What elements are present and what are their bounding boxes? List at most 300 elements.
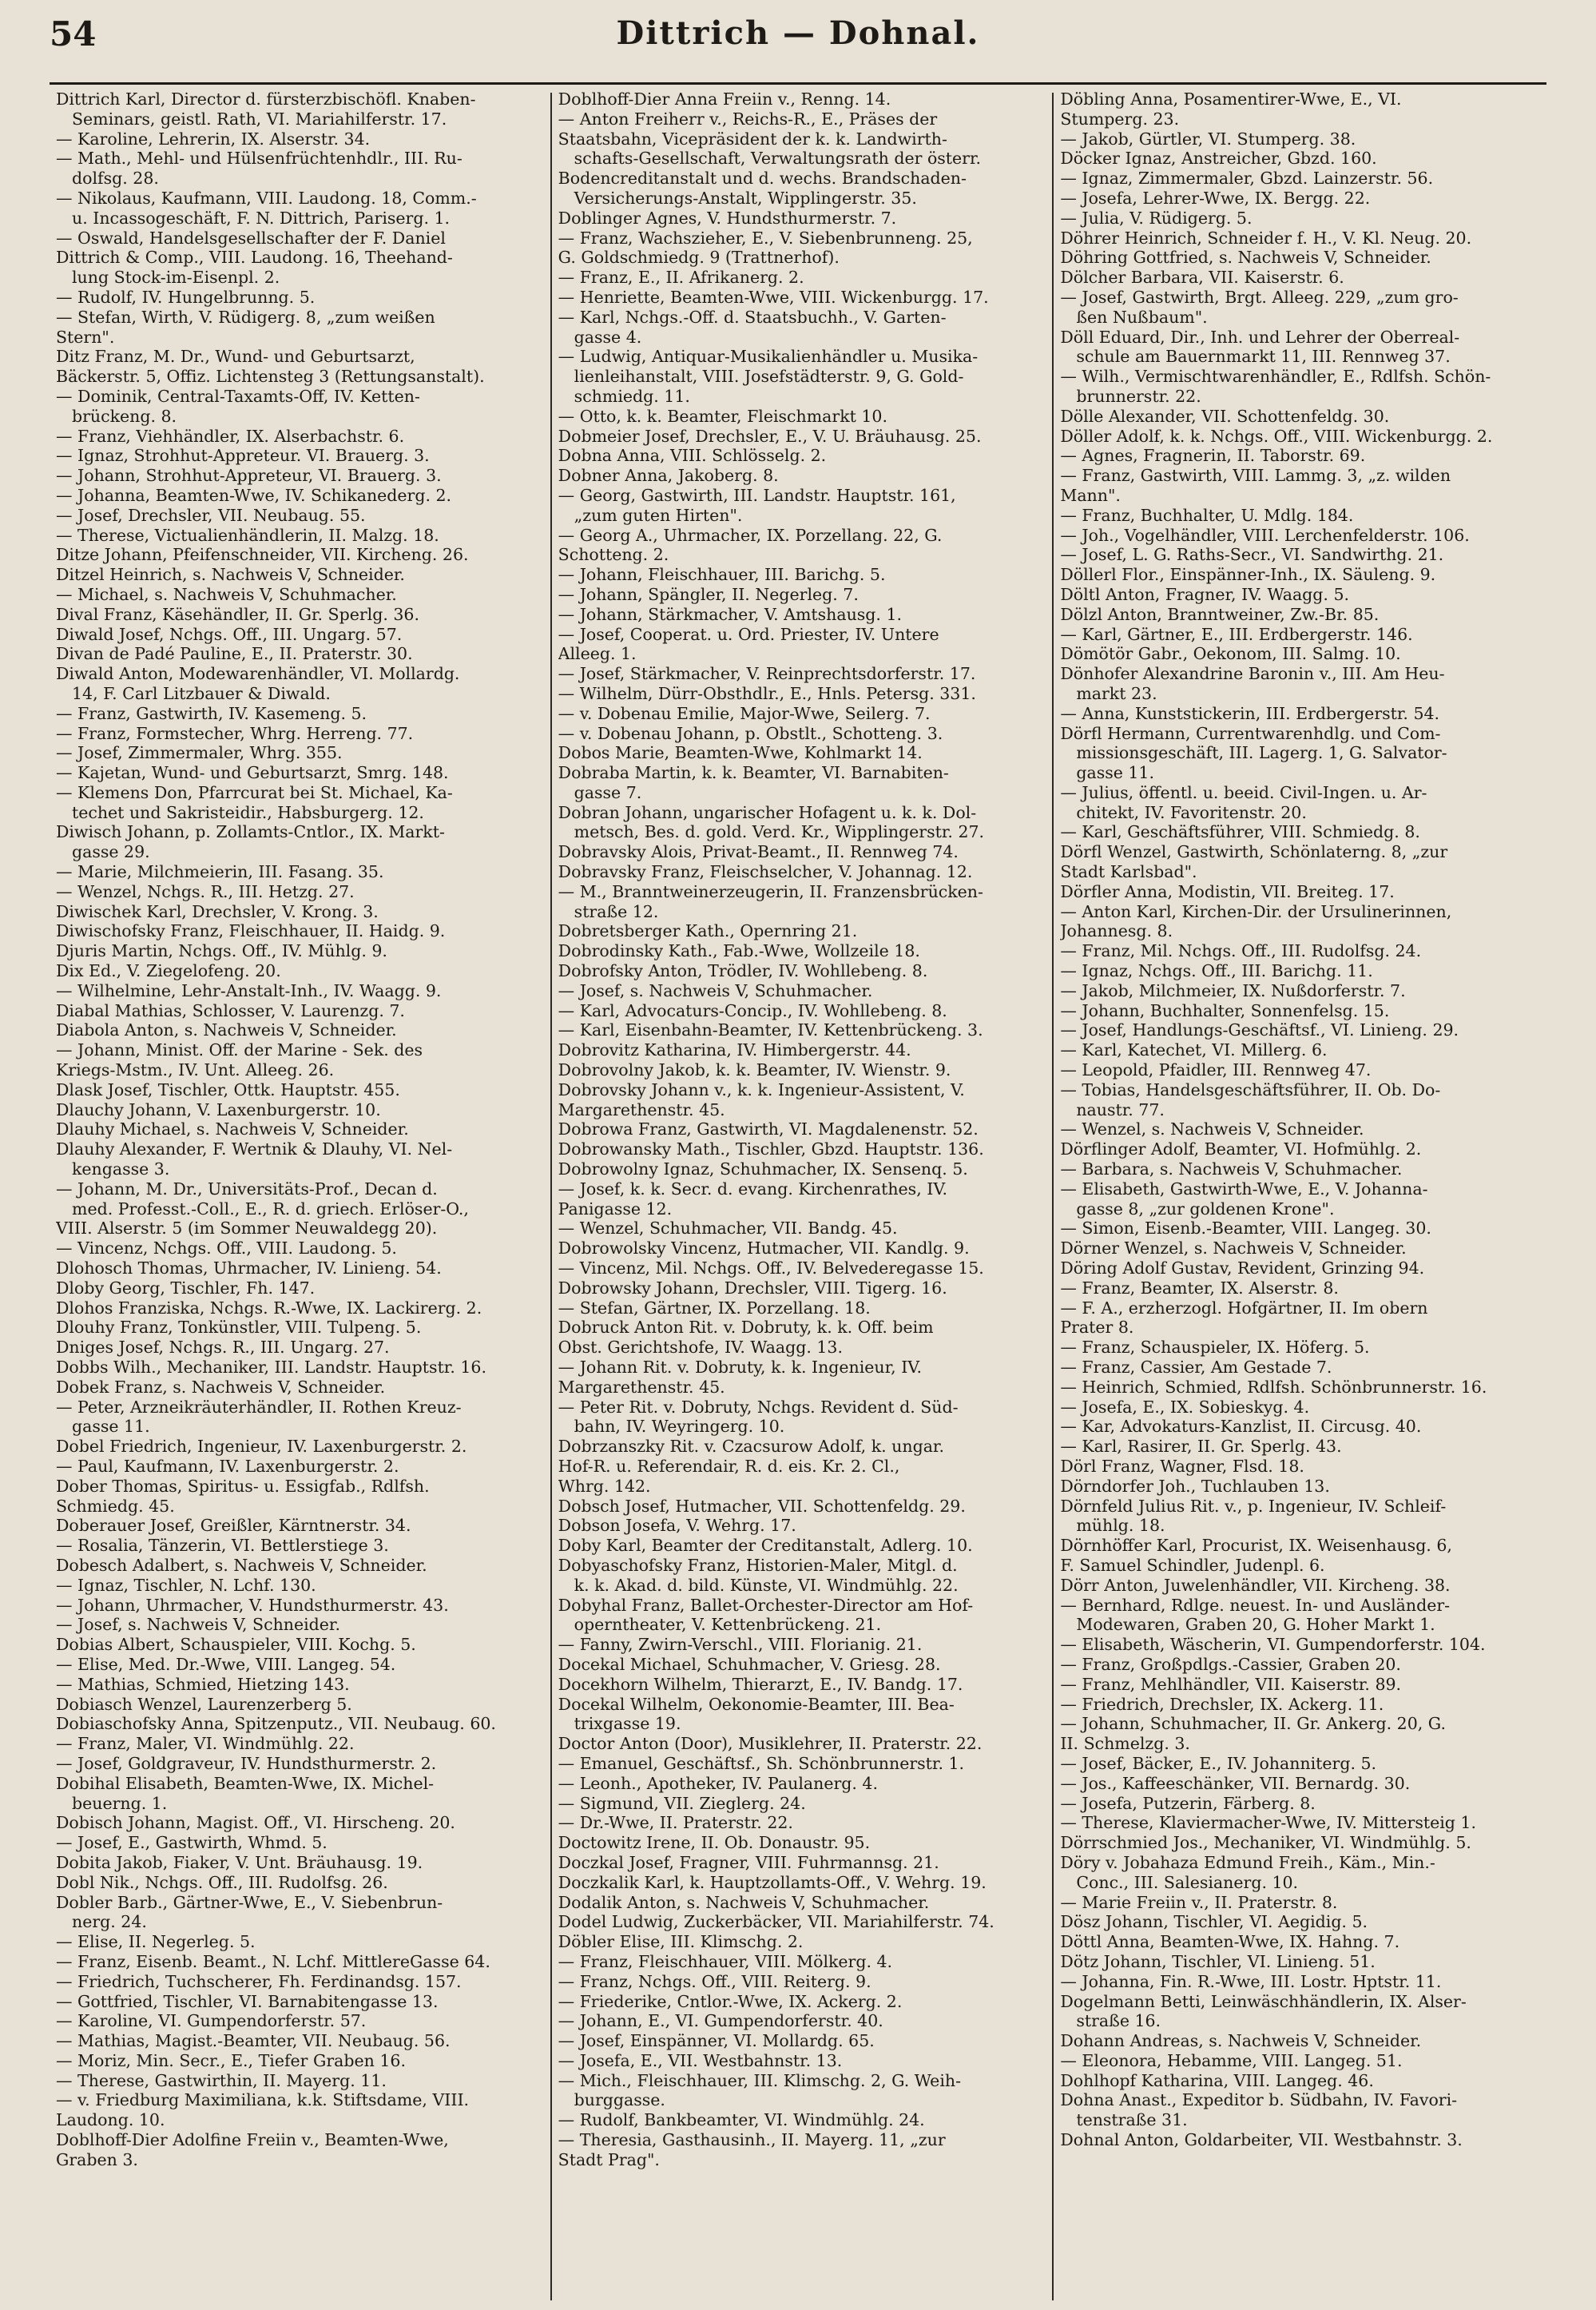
sub-entry-line: — Leopold, Pfaidler, III. Rennweg 47. <box>1060 1060 1372 1080</box>
directory-entry-line: Dobraba Martin, k. k. Beamter, VI. Barnabiten- <box>558 763 949 783</box>
directory-entry-line: Dörner Wenzel, s. Nachweis V, Schneider. <box>1060 1238 1407 1258</box>
directory-entry-line: schule am Bauernmarkt 11, III. Rennweg 37. <box>1076 347 1451 367</box>
directory-entry-line: Schotteng. 2. <box>558 545 669 565</box>
directory-entry-line: Dörnfeld Julius Rit. v., p. Ingenieur, IV. Schleif- <box>1060 1496 1447 1516</box>
directory-entry-line: gasse 29. <box>72 842 150 862</box>
directory-entry-line: Mann". <box>1060 485 1121 505</box>
column-2 <box>552 89 1053 2304</box>
directory-entry-line: Graben 3. <box>56 2149 138 2169</box>
sub-entry-line: — Karl, Rasirer, II. Gr. Sperlg. 43. <box>1060 1437 1342 1457</box>
directory-entry-line: straße 12. <box>574 901 659 921</box>
sub-entry-line: — Johann, Buchhalter, Sonnenfelsg. 15. <box>1060 1000 1390 1020</box>
directory-entry-line: bahn, IV. Weyringerg. 10. <box>574 1417 785 1437</box>
directory-entry-line: Diabal Mathias, Schlosser, V. Laurenzg. 7. <box>56 1000 405 1020</box>
sub-entry-line: — Mathias, Magist.-Beamter, VII. Neubaug. 56. <box>56 2031 451 2051</box>
directory-entry-line: Dlauhy Michael, s. Nachweis V, Schneider. <box>56 1119 409 1139</box>
sub-entry-line: — Marie, Milchmeierin, III. Fasang. 35. <box>56 862 384 882</box>
directory-entry-line: Dölle Alexander, VII. Schottenfeldg. 30. <box>1060 406 1390 426</box>
sub-entry-line: — Jos., Kaffeeschänker, VII. Bernardg. 30. <box>1060 1773 1411 1793</box>
directory-entry-line: gasse 11. <box>72 1417 150 1437</box>
sub-entry-line: — v. Friedburg Maximiliana, k.k. Stiftsdame, VIII. <box>56 2090 470 2110</box>
directory-entry-line: Bodencreditanstalt und d. wechs. Brandschaden- <box>558 169 967 189</box>
directory-entry-line: Stern". <box>56 327 115 347</box>
directory-entry-line: metsch, Bes. d. gold. Verd. Kr., Wipplingerstr. 27. <box>574 822 985 842</box>
sub-entry-line: — Friedrich, Tuchscherer, Fh. Ferdinandsg. 157. <box>56 1971 462 1991</box>
directory-entry-line: II. Schmelzg. 3. <box>1060 1734 1190 1754</box>
page-number: 54 <box>50 14 97 54</box>
directory-entry-line: Seminars, geistl. Rath, VI. Mariahilferstr. 17. <box>72 109 447 129</box>
sub-entry-line: — Vincenz, Mil. Nchgs. Off., IV. Belvederegasse 15. <box>558 1258 984 1278</box>
directory-entry-line: Ditzel Heinrich, s. Nachweis V, Schneider. <box>56 565 405 585</box>
sub-entry-line: — Kar, Advokaturs-Kanzlist, II. Circusg. 40. <box>1060 1417 1422 1437</box>
sub-entry-line: — Johanna, Fin. R.-Wwe, III. Lostr. Hptstr. 11. <box>1060 1971 1442 1991</box>
directory-entry-line: Conc., III. Salesianerg. 10. <box>1076 1872 1299 1892</box>
sub-entry-line: — Wilhelm, Dürr-Obsthdlr., E., Hnls. Petersg. 331. <box>558 683 976 703</box>
directory-entry-line: Dohann Andreas, s. Nachweis V, Schneider. <box>1060 2031 1422 2051</box>
sub-entry-line: — Josef, Bäcker, E., IV. Johanniterg. 5. <box>1060 1753 1377 1773</box>
directory-entry-line: Dobler Barb., Gärtner-Wwe, E., V. Siebenbrun- <box>56 1892 443 1912</box>
sub-entry-line: — Sigmund, VII. Zieglerg. 24. <box>558 1793 806 1813</box>
sub-entry-line: — Josef, Goldgraveur, IV. Hundsthurmerstr. 2. <box>56 1753 437 1773</box>
sub-entry-line: — Fanny, Zwirn-Verschl., VIII. Florianig. 21. <box>558 1635 923 1655</box>
sub-entry-line: — Michael, s. Nachweis V, Schuhmacher. <box>56 584 397 604</box>
sub-entry-line: — Rudolf, IV. Hungelbrunng. 5. <box>56 287 316 307</box>
directory-entry-line: Dlauchy Johann, V. Laxenburgerstr. 10. <box>56 1099 381 1119</box>
sub-entry-line: — Ignaz, Strohhut-Appreteur. VI. Brauerg. 3. <box>56 446 430 466</box>
directory-entry-line: Dobek Franz, s. Nachweis V, Schneider. <box>56 1377 386 1397</box>
directory-entry-line: med. Professt.-Coll., E., R. d. griech. Erlöser-O., <box>72 1199 469 1219</box>
sub-entry-line: — Rudolf, Bankbeamter, VI. Windmühlg. 24. <box>558 2110 925 2130</box>
sub-entry-line: — Josef, Cooperat. u. Ord. Priester, IV. Untere <box>558 624 939 644</box>
directory-entry-line: Modewaren, Graben 20, G. Hoher Markt 1. <box>1076 1615 1435 1635</box>
sub-entry-line: — Klemens Don, Pfarrcurat bei St. Michael, Ka- <box>56 782 453 802</box>
sub-entry-line: — Otto, k. k. Beamter, Fleischmarkt 10. <box>558 406 887 426</box>
sub-entry-line: — Dominik, Central-Taxamts-Off, IV. Ketten- <box>56 386 420 406</box>
sub-entry-line: — Georg, Gastwirth, III. Landstr. Hauptstr. 161, <box>558 485 956 505</box>
directory-entry-line: Dörrschmied Jos., Mechaniker, VI. Windmühlg. 5. <box>1060 1833 1471 1853</box>
sub-entry-line: — Johann, Schuhmacher, II. Gr. Ankerg. 20, G. <box>1060 1714 1446 1734</box>
sub-entry-line: — Theresia, Gasthausinh., II. Mayerg. 11, „zur <box>558 2130 946 2150</box>
sub-entry-line: — Mich., Fleischhauer, III. Klimschg. 2, G. Weih- <box>558 2070 962 2090</box>
sub-entry-line: — Therese, Klaviermacher-Wwe, IV. Mittersteig 1. <box>1060 1813 1476 1833</box>
directory-entry-line: trixgasse 19. <box>574 1714 681 1734</box>
directory-entry-line: Dörndorfer Joh., Tuchlauben 13. <box>1060 1476 1330 1496</box>
directory-entry-line: Dohlhopf Katharina, VIII. Langeg. 46. <box>1060 2070 1374 2090</box>
directory-entry-line: gasse 11. <box>1076 763 1154 783</box>
directory-entry-line: Dodalik Anton, s. Nachweis V, Schuhmacher. <box>558 1892 930 1912</box>
sub-entry-line: — v. Dobenau Johann, p. Obstlt., Schotteng. 3. <box>558 723 943 743</box>
directory-entry-line: Divan de Padé Pauline, E., II. Praterstr. 30. <box>56 644 413 664</box>
sub-entry-line: — Barbara, s. Nachweis V, Schuhmacher. <box>1060 1159 1403 1179</box>
directory-entry-line: Dörr Anton, Juwelenhändler, VII. Kircheng. 38. <box>1060 1575 1451 1595</box>
sub-entry-line: — F. A., erzherzogl. Hofgärtner, II. Im obern <box>1060 1298 1428 1318</box>
directory-entry-line: dolfsg. 28. <box>72 169 159 189</box>
sub-entry-line: — Gottfried, Tischler, VI. Barnabitengasse 13. <box>56 1991 439 2011</box>
directory-entry-line: Diwisch Johann, p. Zollamts-Cntlor., IX. Markt- <box>56 822 445 842</box>
sub-entry-line: — Franz, Beamter, IX. Alserstr. 8. <box>1060 1278 1339 1298</box>
sub-entry-line: — Franz, Cassier, Am Gestade 7. <box>1060 1358 1332 1377</box>
directory-entry-line: Dloby Georg, Tischler, Fh. 147. <box>56 1278 316 1298</box>
directory-entry-line: Diwald Anton, Modewarenhändler, VI. Mollardg. <box>56 664 460 684</box>
directory-entry-line: Djuris Martin, Nchgs. Off., IV. Mühlg. 9. <box>56 941 387 961</box>
directory-entry-line: Dlauhy Alexander, F. Wertnik & Dlauhy, VI. Nel- <box>56 1139 453 1159</box>
sub-entry-line: — Jakob, Gürtler, VI. Stumperg. 38. <box>1060 129 1356 149</box>
sub-entry-line: — Franz, Gastwirth, IV. Kasemeng. 5. <box>56 703 367 723</box>
sub-entry-line: — Josef, Zimmermaler, Whrg. 355. <box>56 743 343 763</box>
sub-entry-line: — Peter, Arzneikräuterhändler, II. Rothen Kreuz- <box>56 1397 462 1417</box>
sub-entry-line: — Josef, k. k. Secr. d. evang. Kirchenrathes, IV. <box>558 1179 948 1199</box>
sub-entry-line: — Joh., Vogelhändler, VIII. Lerchenfelderstr. 106. <box>1060 525 1470 545</box>
directory-entry-line: straße 16. <box>1076 2011 1161 2031</box>
directory-entry-line: Dörflinger Adolf, Beamter, VI. Hofmühlg. 2. <box>1060 1139 1422 1159</box>
directory-entry-line: Margarethenstr. 45. <box>558 1099 725 1119</box>
column-3 <box>1054 89 1554 2304</box>
sub-entry-line: — Karoline, Lehrerin, IX. Alserstr. 34. <box>56 129 371 149</box>
directory-entry-line: Dötz Johann, Tischler, VI. Linieng. 51. <box>1060 1951 1376 1971</box>
directory-entry-line: Dobias Albert, Schauspieler, VIII. Kochg. 5. <box>56 1635 416 1655</box>
sub-entry-line: — Franz, Schauspieler, IX. Höferg. 5. <box>1060 1338 1370 1358</box>
directory-entry-line: „zum guten Hirten". <box>574 505 743 525</box>
directory-entry-line: kengasse 3. <box>72 1159 170 1179</box>
directory-entry-line: Stadt Karlsbad". <box>1060 862 1197 882</box>
sub-entry-line: — Johann, Uhrmacher, V. Hundsthurmerstr. 43. <box>56 1595 449 1615</box>
sub-entry-line: — Franz, E., II. Afrikanerg. 2. <box>558 268 804 288</box>
sub-entry-line: — Franz, Formstecher, Whrg. Herreng. 77. <box>56 723 414 743</box>
directory-entry-line: Doctowitz Irene, II. Ob. Donaustr. 95. <box>558 1833 871 1853</box>
column-1 <box>50 89 550 2304</box>
sub-entry-line: — Simon, Eisenb.-Beamter, VIII. Langeg. 30. <box>1060 1219 1431 1238</box>
sub-entry-line: — Jakob, Milchmeier, IX. Nußdorferstr. 7. <box>1060 980 1406 1000</box>
directory-entry-line: Dobsch Josef, Hutmacher, VII. Schottenfeldg. 29. <box>558 1496 966 1516</box>
directory-entry-line: Doctor Anton (Door), Musiklehrer, II. Praterstr. 22. <box>558 1734 983 1754</box>
directory-entry-line: Dobrodinsky Kath., Fab.-Wwe, Wollzeile 18. <box>558 941 920 961</box>
directory-entry-line: missionsgeschäft, III. Lagerg. 1, G. Salvator- <box>1076 743 1447 763</box>
sub-entry-line: — Josefa, E., VII. Westbahnstr. 13. <box>558 2050 843 2070</box>
directory-entry-line: Obst. Gerichtshofe, IV. Waagg. 13. <box>558 1338 843 1358</box>
sub-entry-line: — M., Branntweinerzeugerin, II. Franzensbrücken- <box>558 881 983 901</box>
directory-entry-line: Dobrzanszky Rit. v. Czacsurow Adolf, k. ungar. <box>558 1437 944 1457</box>
sub-entry-line: — Josefa, Putzerin, Färberg. 8. <box>1060 1793 1316 1813</box>
directory-entry-line: tenstraße 31. <box>1076 2110 1188 2130</box>
directory-entry-line: Dörfler Anna, Modistin, VII. Breiteg. 17. <box>1060 881 1395 901</box>
directory-entry-line: Dobruck Anton Rit. v. Dobruty, k. k. Off. beim <box>558 1318 934 1338</box>
sub-entry-line: — Franz, Großpdlgs.-Cassier, Graben 20. <box>1060 1654 1401 1674</box>
directory-entry-line: Döcker Ignaz, Anstreicher, Gbzd. 160. <box>1060 149 1377 169</box>
sub-entry-line: — Franz, Nchgs. Off., VIII. Reiterg. 9. <box>558 1971 871 1991</box>
directory-entry-line: Dobna Anna, VIII. Schlösselg. 2. <box>558 446 827 466</box>
directory-entry-line: Doberauer Josef, Greißler, Kärntnerstr. 34. <box>56 1516 411 1536</box>
sub-entry-line: — Johann, Strohhut-Appreteur, VI. Brauerg. 3. <box>56 466 442 486</box>
directory-entry-line: Docekal Wilhelm, Oekonomie-Beamter, III. Bea- <box>558 1694 955 1714</box>
directory-entry-line: Dobiaschofsky Anna, Spitzenputz., VII. Neubaug. 60. <box>56 1714 496 1734</box>
directory-entry-line: Doblinger Agnes, V. Hundsthurmerstr. 7. <box>558 208 897 228</box>
sub-entry-line: — Franz, Mehlhändler, VII. Kaiserstr. 89. <box>1060 1674 1402 1694</box>
directory-entry-line: Döll Eduard, Dir., Inh. und Lehrer der Oberreal- <box>1060 327 1460 347</box>
directory-entry-line: Dobson Josefa, V. Wehrg. 17. <box>558 1516 796 1536</box>
directory-entry-line: Panigasse 12. <box>558 1199 673 1219</box>
directory-entry-line: ßen Nußbaum". <box>1076 307 1208 327</box>
directory-entry-line: brunnerstr. 22. <box>1076 386 1201 406</box>
sub-entry-line: — Wenzel, s. Nachweis V, Schneider. <box>1060 1119 1364 1139</box>
sub-entry-line: — Franz, Viehhändler, IX. Alserbachstr. 6. <box>56 426 405 446</box>
directory-entry-line: G. Goldschmiedg. 9 (Trattnerhof). <box>558 248 840 268</box>
directory-entry-line: Döllerl Flor., Einspänner-Inh., IX. Säuleng. 9. <box>1060 565 1436 585</box>
directory-entry-line: Margarethenstr. 45. <box>558 1377 725 1397</box>
sub-entry-line: — Johann, Minist. Off. der Marine - Sek. des <box>56 1040 423 1060</box>
directory-entry-line: lung Stock-im-Eisenpl. 2. <box>72 268 280 288</box>
directory-entry-line: Dörfl Hermann, Currentwarenhdlg. und Com- <box>1060 723 1441 743</box>
directory-entry-line: Dobiasch Wenzel, Laurenzerberg 5. <box>56 1694 352 1714</box>
sub-entry-line: — Elisabeth, Wäscherin, VI. Gumpendorferstr. 104. <box>1060 1635 1486 1655</box>
directory-entry-line: Dobyaschofsky Franz, Historien-Maler, Mitgl. d. <box>558 1555 958 1575</box>
sub-entry-line: — Moriz, Min. Secr., E., Tiefer Graben 16. <box>56 2050 406 2070</box>
sub-entry-line: — Rosalia, Tänzerin, VI. Bettlerstiege 3. <box>56 1536 389 1556</box>
sub-entry-line: — Julius, öffentl. u. beeid. Civil-Ingen. u. Ar- <box>1060 782 1427 802</box>
directory-entry-line: Stadt Prag". <box>558 2149 660 2169</box>
sub-entry-line: — Karl, Geschäftsführer, VIII. Schmiedg. 8. <box>1060 822 1420 842</box>
sub-entry-line: — Josef, Drechsler, VII. Neubaug. 55. <box>56 505 366 525</box>
sub-entry-line: — Anton Karl, Kirchen-Dir. der Ursulinerinnen, <box>1060 901 1452 921</box>
directory-entry-line: Diwischek Karl, Drechsler, V. Krong. 3. <box>56 901 379 921</box>
directory-entry-line: operntheater, V. Kettenbrückeng. 21. <box>574 1615 882 1635</box>
directory-entry-line: markt 23. <box>1076 683 1157 703</box>
directory-entry-line: lienleihanstalt, VIII. Josefstädterstr. 9, G. Gold- <box>574 367 964 387</box>
directory-entry-line: nerg. 24. <box>72 1912 147 1932</box>
directory-entry-line: u. Incassogeschäft, F. N. Dittrich, Pariserg. 1. <box>72 208 451 228</box>
directory-entry-line: Dobihal Elisabeth, Beamten-Wwe, IX. Michel- <box>56 1773 435 1793</box>
directory-entry-line: Dobretsberger Kath., Opernring 21. <box>558 921 858 941</box>
directory-entry-line: Dömötör Gabr., Oekonom, III. Salmg. 10. <box>1060 644 1401 664</box>
directory-entry-line: Döttl Anna, Beamten-Wwe, IX. Hahng. 7. <box>1060 1932 1400 1952</box>
sub-entry-line: — Franz, Maler, VI. Windmühlg. 22. <box>56 1734 355 1754</box>
directory-entry-line: Dix Ed., V. Ziegelofeng. 20. <box>56 961 281 981</box>
directory-entry-line: Döry v. Jobahaza Edmund Freih., Käm., Min.- <box>1060 1852 1435 1872</box>
directory-entry-line: Johannesg. 8. <box>1060 921 1173 941</box>
directory-entry-line: Dobrovitz Katharina, IV. Himbergerstr. 44. <box>558 1040 911 1060</box>
running-head: Dittrich — Dohnal. <box>616 14 980 52</box>
directory-entry-line: Stumperg. 23. <box>1060 109 1180 129</box>
sub-entry-line: — Franz, Gastwirth, VIII. Lammg. 3, „z. wilden <box>1060 466 1451 486</box>
sub-entry-line: — Heinrich, Schmied, Rdlfsh. Schönbrunnerstr. 16. <box>1060 1377 1487 1397</box>
sub-entry-line: — Ignaz, Zimmermaler, Gbzd. Lainzerstr. 56. <box>1060 169 1434 189</box>
sub-entry-line: — Henriette, Beamten-Wwe, VIII. Wickenburgg. 17. <box>558 287 989 307</box>
directory-entry-line: beuerng. 1. <box>72 1793 168 1813</box>
directory-entry-line: Whrg. 142. <box>558 1476 651 1496</box>
directory-entry-line: Dobrowa Franz, Gastwirth, VI. Magdalenenstr. 52. <box>558 1119 979 1139</box>
sub-entry-line: — Peter Rit. v. Dobruty, Nchgs. Revident d. Süd- <box>558 1397 959 1417</box>
directory-entry-line: F. Samuel Schindler, Judenpl. 6. <box>1060 1555 1325 1575</box>
directory-entry-line: Doblhoff-Dier Adolfine Freiin v., Beamten-Wwe, <box>56 2130 449 2150</box>
sub-entry-line: — Josefa, E., IX. Sobieskyg. 4. <box>1060 1397 1310 1417</box>
sub-entry-line: — Ludwig, Antiquar-Musikalienhändler u. Musika- <box>558 347 979 367</box>
sub-entry-line: — Franz, Wachszieher, E., V. Siebenbrunneng. 25, <box>558 228 973 248</box>
sub-entry-line: — Math., Mehl- und Hülsenfrüchtenhdlr., III. Ru- <box>56 149 463 169</box>
directory-entry-line: Döbling Anna, Posamentirer-Wwe, E., VI. <box>1060 89 1402 109</box>
sub-entry-line: — Franz, Fleischhauer, VIII. Mölkerg. 4. <box>558 1951 893 1971</box>
directory-entry-line: 14, F. Carl Litzbauer & Diwald. <box>72 683 331 703</box>
directory-entry-line: Dlohos Franziska, Nchgs. R.-Wwe, IX. Lackirerg. 2. <box>56 1298 482 1318</box>
directory-entry-line: Dobmeier Josef, Drechsler, E., V. U. Bräuhausg. 25. <box>558 426 982 446</box>
directory-entry-line: Dobesch Adalbert, s. Nachweis V, Schneider. <box>56 1555 427 1575</box>
directory-entry-line: Döbler Elise, III. Klimschg. 2. <box>558 1932 804 1952</box>
directory-entry-line: Dobrovolny Jakob, k. k. Beamter, IV. Wienstr. 9. <box>558 1060 951 1080</box>
directory-entry-line: Dönhofer Alexandrine Baronin v., III. Am Heu- <box>1060 664 1445 684</box>
sub-entry-line: — Stefan, Gärtner, IX. Porzellang. 18. <box>558 1298 871 1318</box>
directory-entry-line: Prater 8. <box>1060 1318 1134 1338</box>
directory-entry-line: Doczkalik Karl, k. Hauptzollamts-Off., V. Wehrg. 19. <box>558 1872 987 1892</box>
sub-entry-line: — Wilhelmine, Lehr-Anstalt-Inh., IV. Waagg. 9. <box>56 980 442 1000</box>
directory-entry-line: k. k. Akad. d. bild. Künste, VI. Windmühlg. 22. <box>574 1575 959 1595</box>
directory-entry-line: brückeng. 8. <box>72 406 177 426</box>
sub-entry-line: — Anna, Kunststickerin, III. Erdbergerstr. 54. <box>1060 703 1440 723</box>
sub-entry-line: — Kajetan, Wund- und Geburtsarzt, Smrg. 148. <box>56 763 449 783</box>
sub-entry-line: — Karoline, VI. Gumpendorferstr. 57. <box>56 2011 367 2031</box>
sub-entry-line: — Ignaz, Nchgs. Off., III. Barichg. 11. <box>1060 961 1373 981</box>
directory-entry-line: Dobravsky Alois, Privat-Beamt., II. Rennweg 74. <box>558 842 959 862</box>
directory-entry-line: Dobita Jakob, Fiaker, V. Unt. Bräuhausg. 19. <box>56 1852 423 1872</box>
sub-entry-line: — Elise, II. Negerleg. 5. <box>56 1932 256 1952</box>
directory-entry-line: Docekal Michael, Schuhmacher, V. Griesg. 28. <box>558 1654 941 1674</box>
sub-entry-line: — Dr.-Wwe, II. Praterstr. 22. <box>558 1813 793 1833</box>
sub-entry-line: — Ignaz, Tischler, N. Lchf. 130. <box>56 1575 316 1595</box>
directory-entry-line: Dohnal Anton, Goldarbeiter, VII. Westbahnstr. 3. <box>1060 2130 1463 2150</box>
sub-entry-line: — Johann, E., VI. Gumpendorferstr. 40. <box>558 2011 883 2031</box>
sub-entry-line: — v. Dobenau Emilie, Major-Wwe, Seilerg. 7. <box>558 703 931 723</box>
directory-entry-line: Dölcher Barbara, VII. Kaiserstr. 6. <box>1060 268 1344 288</box>
sub-entry-line: — Franz, Eisenb. Beamt., N. Lchf. MittlereGasse 64. <box>56 1951 490 1971</box>
directory-entry-line: schmiedg. 11. <box>574 386 690 406</box>
directory-entry-line: Döltl Anton, Fragner, IV. Waagg. 5. <box>1060 584 1350 604</box>
page-header <box>50 10 1546 58</box>
directory-entry-line: Dobner Anna, Jakoberg. 8. <box>558 466 779 486</box>
sub-entry-line: — Therese, Gastwirthin, II. Mayerg. 11. <box>56 2070 387 2090</box>
directory-entry-line: Dörfl Wenzel, Gastwirth, Schönlaterng. 8, „zur <box>1060 842 1448 862</box>
directory-entry-line: Hof-R. u. Referendair, R. d. eis. Kr. 2. Cl., <box>558 1456 900 1476</box>
directory-entry-line: Döller Adolf, k. k. Nchgs. Off., VIII. Wickenburgg. 2. <box>1060 426 1493 446</box>
directory-entry-line: Dobos Marie, Beamten-Wwe, Kohlmarkt 14. <box>558 743 923 763</box>
sub-entry-line: — Paul, Kaufmann, IV. Laxenburgerstr. 2. <box>56 1456 399 1476</box>
sub-entry-line: — Friederike, Cntlor.-Wwe, IX. Ackerg. 2. <box>558 1991 903 2011</box>
directory-entry-line: Dober Thomas, Spiritus- u. Essigfab., Rdlfsh. <box>56 1476 430 1496</box>
directory-entry-line: Dölzl Anton, Branntweiner, Zw.-Br. 85. <box>1060 604 1380 624</box>
sub-entry-line: — Elise, Med. Dr.-Wwe, VIII. Langeg. 54. <box>56 1654 396 1674</box>
sub-entry-line: — Agnes, Fragnerin, II. Taborstr. 69. <box>1060 446 1366 466</box>
columns <box>50 89 1554 2304</box>
header-rule <box>50 82 1546 85</box>
directory-entry-line: Dittrich & Comp., VIII. Laudong. 16, Theehand- <box>56 248 453 268</box>
sub-entry-line: — Karl, Nchgs.-Off. d. Staatsbuchh., V. Garten- <box>558 307 947 327</box>
sub-entry-line: — Josefa, Lehrer-Wwe, IX. Bergg. 22. <box>1060 188 1371 208</box>
directory-entry-line: Ditze Johann, Pfeifenschneider, VII. Kircheng. 26. <box>56 545 469 565</box>
directory-entry-line: Staatsbahn, Vicepräsident der k. k. Landwirth- <box>558 129 947 149</box>
directory-entry-line: Dobbs Wilh., Mechaniker, III. Landstr. Hauptstr. 16. <box>56 1358 486 1377</box>
sub-entry-line: — Friedrich, Drechsler, IX. Ackerg. 11. <box>1060 1694 1384 1714</box>
sub-entry-line: — Emanuel, Geschäftsf., Sh. Schönbrunnerstr. 1. <box>558 1753 965 1773</box>
directory-entry-line: Dlouhy Franz, Tonkünstler, VIII. Tulpeng. 5. <box>56 1318 422 1338</box>
sub-entry-line: — Eleonora, Hebamme, VIII. Langeg. 51. <box>1060 2050 1403 2070</box>
sub-entry-line: — Franz, Mil. Nchgs. Off., III. Rudolfsg. 24. <box>1060 941 1422 961</box>
sub-entry-line: — Oswald, Handelsgesellschafter der F. Daniel <box>56 228 446 248</box>
directory-entry-line: Dlask Josef, Tischler, Ottk. Hauptstr. 455. <box>56 1079 400 1099</box>
directory-entry-line: burggasse. <box>574 2090 665 2110</box>
sub-entry-line: — Julia, V. Rüdigerg. 5. <box>1060 208 1253 228</box>
directory-entry-line: Dniges Josef, Nchgs. R., III. Ungarg. 27. <box>56 1338 390 1358</box>
sub-entry-line: — Josef, Stärkmacher, V. Reinprechtsdorferstr. 17. <box>558 664 976 684</box>
sub-entry-line: — Therese, Victualienhändlerin, II. Malzg. 18. <box>56 525 439 545</box>
directory-entry-line: Dobrowolny Ignaz, Schuhmacher, IX. Sensenq. 5. <box>558 1159 968 1179</box>
sub-entry-line: — Leonh., Apotheker, IV. Paulanerg. 4. <box>558 1773 878 1793</box>
directory-entry-line: gasse 8, „zur goldenen Krone". <box>1076 1199 1335 1219</box>
directory-entry-line: Dobrofsky Anton, Trödler, IV. Wohllebeng. 8. <box>558 961 928 981</box>
directory-entry-line: Laudong. 10. <box>56 2110 165 2130</box>
sub-entry-line: — Johann, M. Dr., Universitäts-Prof., Decan d. <box>56 1179 438 1199</box>
directory-entry-line: Bäckerstr. 5, Offiz. Lichtensteg 3 (Rettungsanstalt). <box>56 367 485 387</box>
directory-entry-line: Dohna Anast., Expeditor b. Südbahn, IV. Favori- <box>1060 2090 1458 2110</box>
sub-entry-line: — Marie Freiin v., II. Praterstr. 8. <box>1060 1892 1338 1912</box>
sub-entry-line: — Johann, Fleischhauer, III. Barichg. 5. <box>558 565 886 585</box>
sub-entry-line: — Stefan, Wirth, V. Rüdigerg. 8, „zum weißen <box>56 307 435 327</box>
directory-entry-line: Dodel Ludwig, Zuckerbäcker, VII. Mariahilferstr. 74. <box>558 1912 995 1932</box>
directory-entry-line: Döhrer Heinrich, Schneider f. H., V. Kl. Neug. 20. <box>1060 228 1472 248</box>
sub-entry-line: — Josef, Einspänner, VI. Mollardg. 65. <box>558 2031 875 2051</box>
directory-entry-line: Dobl Nik., Nchgs. Off., III. Rudolfsg. 26. <box>56 1872 388 1892</box>
directory-entry-line: Ditz Franz, M. Dr., Wund- und Geburtsarzt, <box>56 347 415 367</box>
directory-entry-line: Dlohosch Thomas, Uhrmacher, IV. Linieng. 54. <box>56 1258 442 1278</box>
directory-entry-line: Doblhoff-Dier Anna Freiin v., Renng. 14. <box>558 89 891 109</box>
directory-entry-line: Doby Karl, Beamter der Creditanstalt, Adlerg. 10. <box>558 1536 973 1556</box>
sub-entry-line: — Wenzel, Schuhmacher, VII. Bandg. 45. <box>558 1219 898 1238</box>
sub-entry-line: — Bernhard, Rdlge. neuest. In- und Ausländer- <box>1060 1595 1451 1615</box>
sub-entry-line: — Wilh., Vermischtwarenhändler, E., Rdlfsh. Schön- <box>1060 367 1491 387</box>
directory-entry-line: Kriegs-Mstm., IV. Unt. Alleeg. 26. <box>56 1060 335 1080</box>
directory-entry-line: VIII. Alserstr. 5 (im Sommer Neuwaldegg 20). <box>56 1219 438 1238</box>
sub-entry-line: — Johann, Stärkmacher, V. Amtshausg. 1. <box>558 604 903 624</box>
sub-entry-line: — Franz, Buchhalter, U. Mdlg. 184. <box>1060 505 1354 525</box>
sub-entry-line: — Josef, s. Nachweis V, Schuhmacher. <box>558 980 873 1000</box>
sub-entry-line: — Josef, s. Nachweis V, Schneider. <box>56 1615 340 1635</box>
directory-entry-line: Dobrowolsky Vincenz, Hutmacher, VII. Kandlg. 9. <box>558 1238 970 1258</box>
sub-entry-line: — Tobias, Handelsgeschäftsführer, II. Ob. Do- <box>1060 1079 1441 1099</box>
directory-entry-line: Dobel Friedrich, Ingenieur, IV. Laxenburgerstr. 2. <box>56 1437 467 1457</box>
sub-entry-line: — Josef, L. G. Raths-Secr., VI. Sandwirthg. 21. <box>1060 545 1444 565</box>
directory-entry-line: Dobrowsky Johann, Drechsler, VIII. Tigerg. 16. <box>558 1278 947 1298</box>
directory-entry-line: gasse 7. <box>574 782 642 802</box>
directory-entry-line: schafts-Gesellschaft, Verwaltungsrath der österr. <box>574 149 982 169</box>
sub-entry-line: — Johann Rit. v. Dobruty, k. k. Ingenieur, IV. <box>558 1358 923 1377</box>
sub-entry-line: — Josef, Handlungs-Geschäftsf., VI. Linieng. 29. <box>1060 1020 1459 1040</box>
sub-entry-line: — Karl, Katechet, VI. Millerg. 6. <box>1060 1040 1328 1060</box>
directory-entry-line: naustr. 77. <box>1076 1099 1165 1119</box>
sub-entry-line: — Karl, Eisenbahn-Beamter, IV. Kettenbrückeng. 3. <box>558 1020 983 1040</box>
directory-entry-line: Dobrovsky Johann v., k. k. Ingenieur-Assistent, V. <box>558 1079 965 1099</box>
directory-entry-line: Döhring Gottfried, s. Nachweis V, Schneider. <box>1060 248 1431 268</box>
directory-entry-line: Docekhorn Wilhelm, Thierarzt, E., IV. Bandg. 17. <box>558 1674 963 1694</box>
sub-entry-line: — Karl, Gärtner, E., III. Erdbergerstr. 146. <box>1060 624 1413 644</box>
sub-entry-line: — Johanna, Beamten-Wwe, IV. Schikanederg. 2. <box>56 485 452 505</box>
directory-entry-line: Dobrowansky Math., Tischler, Gbzd. Hauptstr. 136. <box>558 1139 984 1159</box>
directory-entry-line: Dobisch Johann, Magist. Off., VI. Hirscheng. 20. <box>56 1813 455 1833</box>
sub-entry-line: — Josef, E., Gastwirth, Whmd. 5. <box>56 1833 328 1853</box>
directory-entry-line: techet und Sakristeidir., Habsburgerg. 12. <box>72 802 424 822</box>
directory-entry-line: Dogelmann Betti, Leinwäschhändlerin, IX. Alser- <box>1060 1991 1467 2011</box>
directory-entry-line: Diwald Josef, Nchgs. Off., III. Ungarg. 57. <box>56 624 403 644</box>
directory-entry-line: gasse 4. <box>574 327 642 347</box>
directory-entry-line: Alleeg. 1. <box>558 644 637 664</box>
directory-entry-line: Dobyhal Franz, Ballet-Orchester-Director am Hof- <box>558 1595 974 1615</box>
directory-entry-line: chitekt, IV. Favoritenstr. 20. <box>1076 802 1307 822</box>
sub-entry-line: — Elisabeth, Gastwirth-Wwe, E., V. Johanna- <box>1060 1179 1428 1199</box>
sub-entry-line: — Johann, Spängler, II. Negerleg. 7. <box>558 584 859 604</box>
